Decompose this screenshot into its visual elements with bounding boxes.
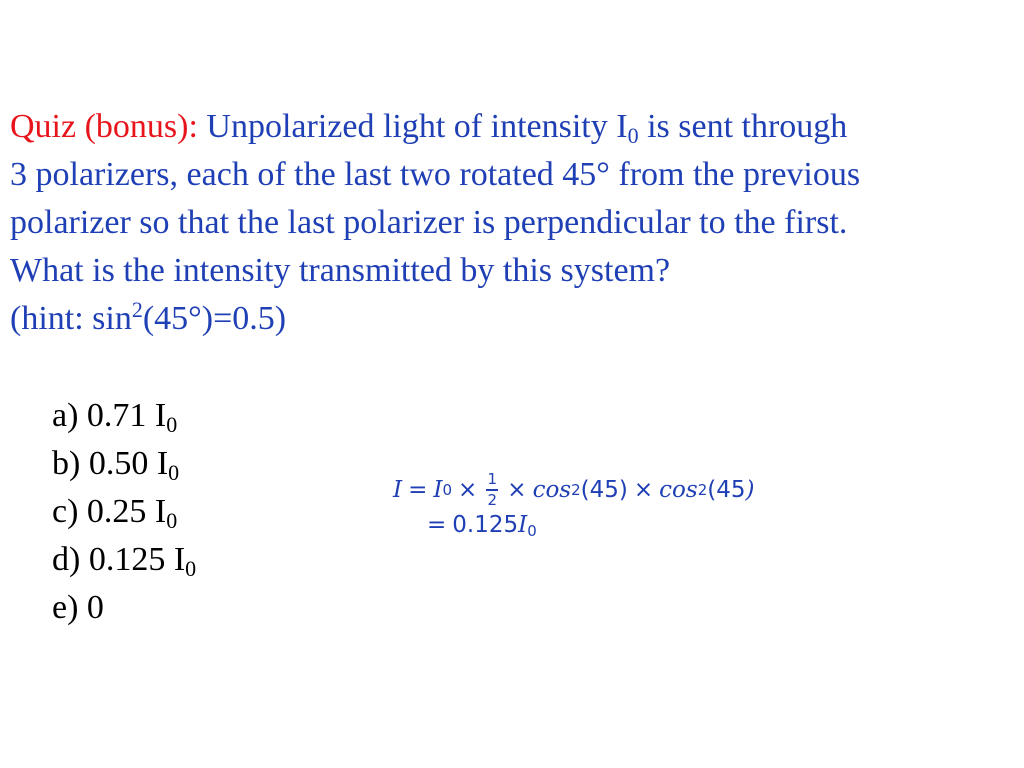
option-c-subscript: 0	[166, 508, 178, 533]
hint-suffix: (45°)=0.5)	[142, 300, 287, 337]
fraction-denominator: 2	[487, 490, 498, 509]
hint-superscript: 2	[131, 297, 143, 322]
result-intensity-symbol: I	[518, 512, 528, 538]
hint-prefix: (hint: sin	[10, 300, 132, 337]
intensity-symbol: I	[393, 477, 403, 503]
times-sign-3: ×	[633, 477, 654, 503]
question-line-3: polarizer so that the last polarizer is perpendicular to the first.	[10, 204, 848, 241]
answer-options	[52, 392, 196, 632]
equation-line-1: I = I 0 × $\frac{1}{2}$ × cos 2 (45) × cos 2 (45 )	[393, 470, 755, 509]
hint-line	[10, 295, 1020, 343]
result-equals-sign: =	[427, 512, 447, 538]
option-c-text: c) 0.25 I	[52, 493, 167, 530]
fraction-numerator: 1	[487, 470, 498, 489]
option-a-subscript: 0	[166, 412, 178, 437]
question-text-1: Unpolarized light of intensity I	[197, 108, 628, 145]
cos-function-2: cos	[659, 477, 698, 503]
one-half-fraction	[486, 471, 498, 509]
times-sign-2: ×	[507, 477, 527, 503]
option-d-subscript: 0	[185, 556, 197, 581]
result-coefficient: 0.125	[452, 512, 519, 538]
option-e-text: e) 0	[52, 589, 104, 626]
quiz-question	[10, 103, 1020, 343]
cos-argument-1: (45)	[580, 477, 628, 503]
question-text-1-tail: is sent through	[638, 108, 848, 145]
option-b[interactable]	[52, 440, 196, 488]
option-a[interactable]	[52, 392, 196, 440]
option-b-subscript: 0	[168, 460, 180, 485]
option-d-text: d) 0.125 I	[52, 541, 186, 578]
question-line-4: What is the intensity transmitted by this system?	[10, 252, 671, 289]
question-line-2: 3 polarizers, each of the last two rotated 45° from the previous	[10, 156, 861, 193]
option-d[interactable]	[52, 536, 196, 584]
intensity-subscript: 0	[627, 123, 639, 148]
option-c[interactable]	[52, 488, 196, 536]
result-intensity-subscript: 0	[527, 522, 537, 540]
option-a-text: a) 0.71 I	[52, 397, 167, 434]
equation-line-2	[421, 512, 755, 538]
cos-function-1: cos	[532, 477, 572, 503]
solution-equation	[393, 462, 755, 538]
initial-intensity-symbol: I	[433, 477, 443, 503]
equals-sign: =	[408, 477, 428, 503]
cos-argument-2-close: )	[745, 477, 755, 503]
option-b-text: b) 0.50 I	[52, 445, 169, 482]
quiz-label: Quiz (bonus):	[10, 108, 198, 145]
times-sign-1: ×	[458, 477, 478, 503]
question-line-1	[10, 103, 1020, 151]
option-e[interactable]	[52, 584, 196, 632]
cos-argument-2: (45	[707, 477, 746, 503]
